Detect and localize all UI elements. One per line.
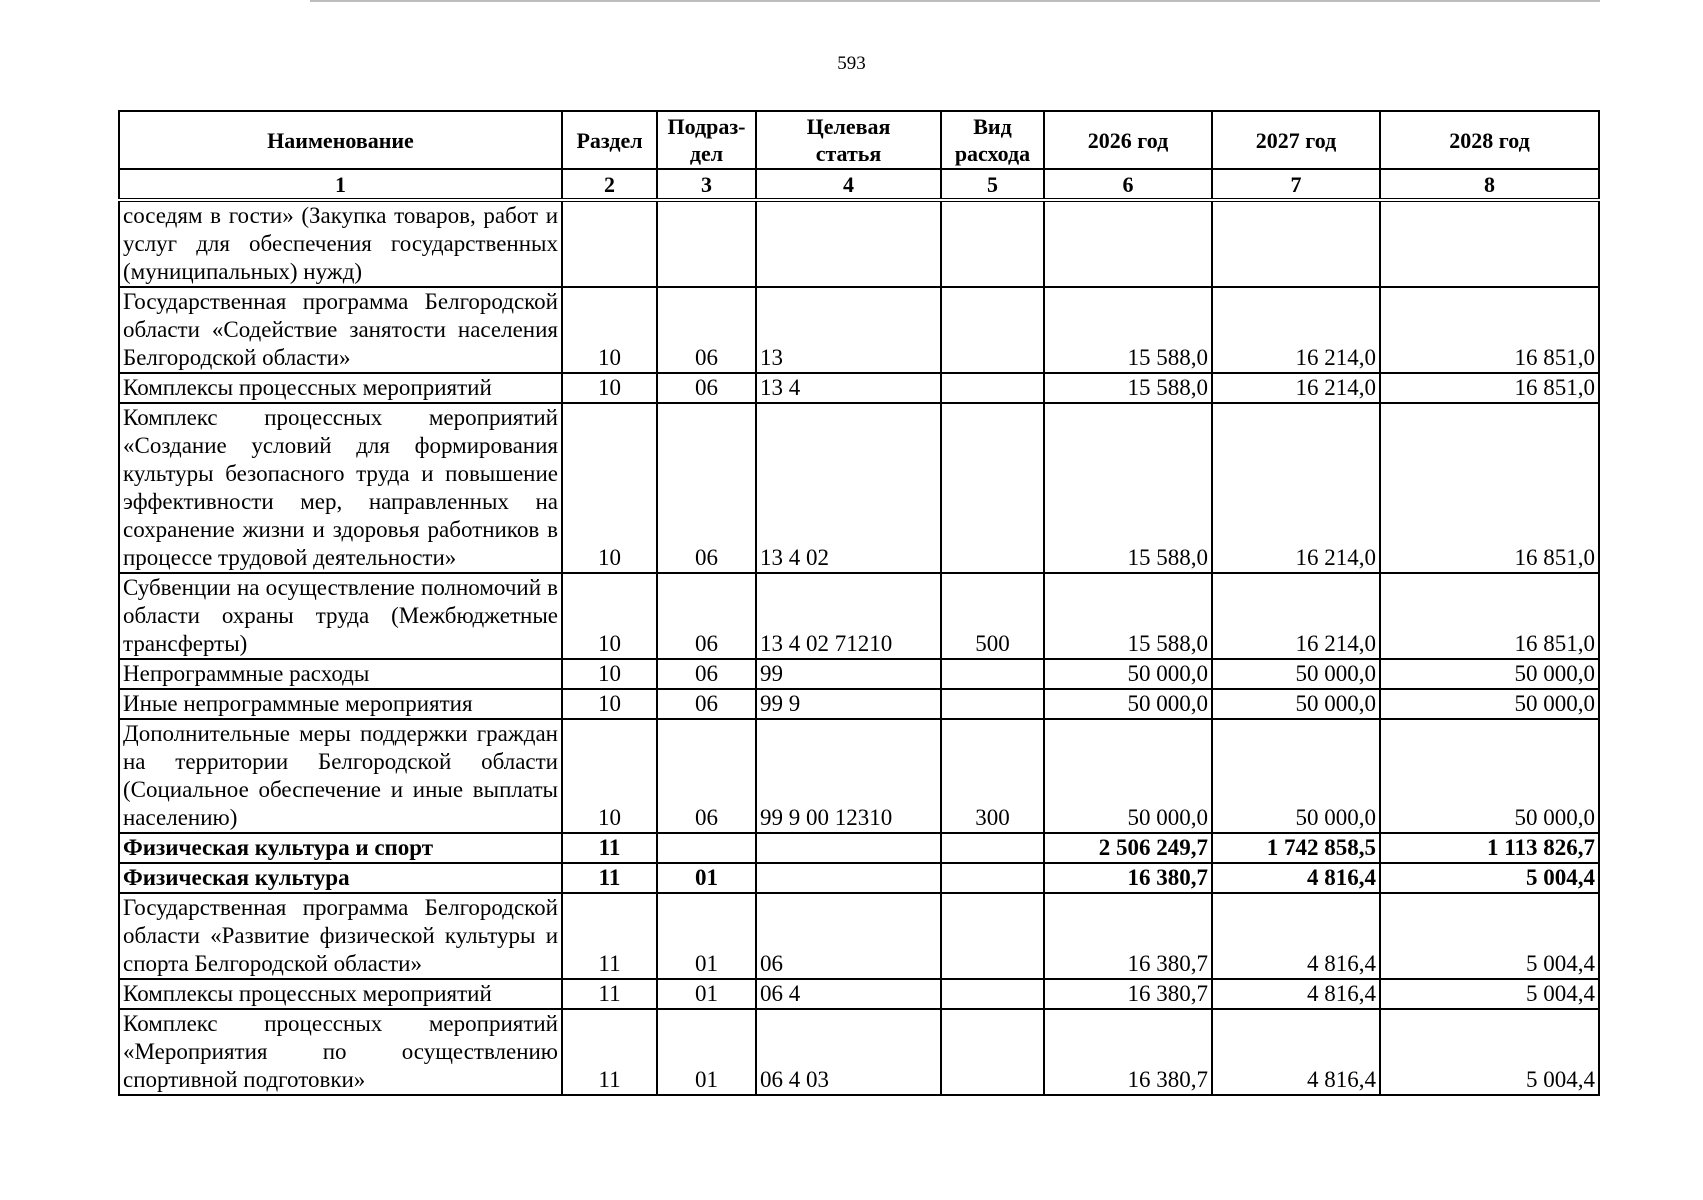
cell-expense-type (941, 659, 1044, 689)
cell-2028 (1380, 200, 1599, 287)
table-row (119, 573, 1599, 659)
cell-2026: 15 588,0 (1044, 373, 1212, 403)
table-row (119, 1009, 1599, 1095)
cell-name: Иные непрограммные мероприятия (119, 689, 562, 719)
cell-name: Комплекс процессных мероприятий «Мероприятия по осуществлению спортивной подготовки» (119, 1009, 562, 1095)
cell-2028: 50 000,0 (1380, 659, 1599, 689)
cell-target: 99 (756, 659, 941, 689)
header-target: Целевая статья (756, 111, 941, 169)
cell-target: 06 (756, 893, 941, 979)
cell-subsection: 06 (657, 287, 756, 373)
cell-target (756, 833, 941, 863)
cell-name: Дополнительные меры поддержки граждан на территории Белгородской области (Социальное обеспечение и иные выплаты населению) (119, 719, 562, 833)
cell-2028: 16 851,0 (1380, 373, 1599, 403)
cell-expense-type (941, 287, 1044, 373)
cell-expense-type (941, 1009, 1044, 1095)
cell-section: 10 (562, 403, 657, 573)
cell-expense-type: 500 (941, 573, 1044, 659)
cell-name: Непрограммные расходы (119, 659, 562, 689)
header-subsection: Подраз-дел (657, 111, 756, 169)
cell-target: 99 9 00 12310 (756, 719, 941, 833)
cell-2027: 16 214,0 (1212, 403, 1380, 573)
cell-2027 (1212, 200, 1380, 287)
cell-2028: 1 113 826,7 (1380, 833, 1599, 863)
cell-2028: 5 004,4 (1380, 893, 1599, 979)
cell-expense-type (941, 863, 1044, 893)
cell-name: Субвенции на осуществление полномочий в области охраны труда (Межбюджетные трансферты) (119, 573, 562, 659)
header-2027: 2027 год (1212, 111, 1380, 169)
cell-2027: 1 742 858,5 (1212, 833, 1380, 863)
cell-section: 10 (562, 719, 657, 833)
cell-subsection: 01 (657, 893, 756, 979)
header-row (119, 111, 1599, 169)
cell-2026: 15 588,0 (1044, 287, 1212, 373)
column-number: 6 (1044, 169, 1212, 200)
table-row (119, 893, 1599, 979)
table-row (119, 659, 1599, 689)
cell-expense-type (941, 689, 1044, 719)
cell-2026: 16 380,7 (1044, 1009, 1212, 1095)
cell-expense-type (941, 979, 1044, 1009)
cell-name: Физическая культура (119, 863, 562, 893)
cell-2027: 50 000,0 (1212, 659, 1380, 689)
cell-2026: 15 588,0 (1044, 403, 1212, 573)
table-body (119, 200, 1599, 1095)
cell-2028: 50 000,0 (1380, 689, 1599, 719)
table-row (119, 373, 1599, 403)
cell-expense-type (941, 893, 1044, 979)
cell-name: Государственная программа Белгородской области «Содействие занятости населения Белгородской области» (119, 287, 562, 373)
column-number: 8 (1380, 169, 1599, 200)
cell-section: 10 (562, 373, 657, 403)
budget-table (118, 110, 1600, 1096)
cell-2027: 50 000,0 (1212, 719, 1380, 833)
cell-target (756, 200, 941, 287)
cell-section: 10 (562, 573, 657, 659)
cell-section: 10 (562, 689, 657, 719)
cell-section: 11 (562, 1009, 657, 1095)
cell-2026: 2 506 249,7 (1044, 833, 1212, 863)
cell-target: 13 4 (756, 373, 941, 403)
cell-subsection: 06 (657, 573, 756, 659)
cell-subsection: 06 (657, 719, 756, 833)
cell-name: соседям в гости» (Закупка товаров, работ и услуг для обеспечения государственных (муниципальных) нужд) (119, 200, 562, 287)
cell-2028: 50 000,0 (1380, 719, 1599, 833)
cell-name: Комплекс процессных мероприятий «Создание условий для формирования культуры безопасного труда и повышение эффективности мер, направленных на сохранение жизни и здоровья работников в процессе трудовой деятельности» (119, 403, 562, 573)
cell-subsection: 01 (657, 863, 756, 893)
column-number: 3 (657, 169, 756, 200)
column-number-row (119, 169, 1599, 200)
cell-section: 11 (562, 833, 657, 863)
cell-expense-type (941, 200, 1044, 287)
header-section: Раздел (562, 111, 657, 169)
column-number: 7 (1212, 169, 1380, 200)
cell-subsection: 01 (657, 979, 756, 1009)
table-row (119, 979, 1599, 1009)
cell-2027: 16 214,0 (1212, 373, 1380, 403)
table-row (119, 689, 1599, 719)
cell-2026: 16 380,7 (1044, 863, 1212, 893)
cell-2026: 50 000,0 (1044, 719, 1212, 833)
cell-expense-type (941, 833, 1044, 863)
table-row (119, 287, 1599, 373)
cell-2027: 4 816,4 (1212, 863, 1380, 893)
page-number: 593 (837, 53, 866, 74)
table-row (119, 200, 1599, 287)
cell-2028: 5 004,4 (1380, 1009, 1599, 1095)
header-expense-type: Вид расхода (941, 111, 1044, 169)
cell-2028: 16 851,0 (1380, 403, 1599, 573)
cell-target: 99 9 (756, 689, 941, 719)
cell-section: 11 (562, 979, 657, 1009)
cell-2026: 50 000,0 (1044, 689, 1212, 719)
cell-2028: 16 851,0 (1380, 287, 1599, 373)
cell-2027: 4 816,4 (1212, 893, 1380, 979)
cell-subsection: 06 (657, 403, 756, 573)
cell-target: 13 4 02 (756, 403, 941, 573)
column-number: 1 (119, 169, 562, 200)
table-row (119, 863, 1599, 893)
cell-section: 11 (562, 893, 657, 979)
cell-expense-type (941, 373, 1044, 403)
header-2028: 2028 год (1380, 111, 1599, 169)
cell-2026: 16 380,7 (1044, 893, 1212, 979)
header-name: Наименование (119, 111, 562, 169)
cell-section (562, 200, 657, 287)
table-row (119, 403, 1599, 573)
cell-2026: 15 588,0 (1044, 573, 1212, 659)
cell-section: 10 (562, 659, 657, 689)
cell-name: Физическая культура и спорт (119, 833, 562, 863)
cell-expense-type (941, 403, 1044, 573)
cell-subsection: 06 (657, 659, 756, 689)
cell-2026: 16 380,7 (1044, 979, 1212, 1009)
cell-2027: 16 214,0 (1212, 573, 1380, 659)
cell-section: 10 (562, 287, 657, 373)
cell-2027: 4 816,4 (1212, 979, 1380, 1009)
cell-2028: 5 004,4 (1380, 863, 1599, 893)
column-number: 4 (756, 169, 941, 200)
column-number: 2 (562, 169, 657, 200)
cell-name: Комплексы процессных мероприятий (119, 979, 562, 1009)
cell-subsection (657, 200, 756, 287)
top-rule (310, 0, 1600, 2)
table-row (119, 833, 1599, 863)
cell-section: 11 (562, 863, 657, 893)
cell-target: 06 4 03 (756, 1009, 941, 1095)
cell-name: Комплексы процессных мероприятий (119, 373, 562, 403)
cell-2027: 4 816,4 (1212, 1009, 1380, 1095)
cell-2026: 50 000,0 (1044, 659, 1212, 689)
cell-2026 (1044, 200, 1212, 287)
cell-2028: 16 851,0 (1380, 573, 1599, 659)
cell-target: 13 (756, 287, 941, 373)
cell-2028: 5 004,4 (1380, 979, 1599, 1009)
cell-subsection: 06 (657, 373, 756, 403)
column-number: 5 (941, 169, 1044, 200)
cell-subsection: 06 (657, 689, 756, 719)
cell-2027: 16 214,0 (1212, 287, 1380, 373)
cell-expense-type: 300 (941, 719, 1044, 833)
table-row (119, 719, 1599, 833)
cell-target: 06 4 (756, 979, 941, 1009)
cell-subsection: 01 (657, 1009, 756, 1095)
cell-target: 13 4 02 71210 (756, 573, 941, 659)
cell-subsection (657, 833, 756, 863)
cell-target (756, 863, 941, 893)
cell-2027: 50 000,0 (1212, 689, 1380, 719)
cell-name: Государственная программа Белгородской области «Развитие физической культуры и спорта Белгородской области» (119, 893, 562, 979)
header-2026: 2026 год (1044, 111, 1212, 169)
